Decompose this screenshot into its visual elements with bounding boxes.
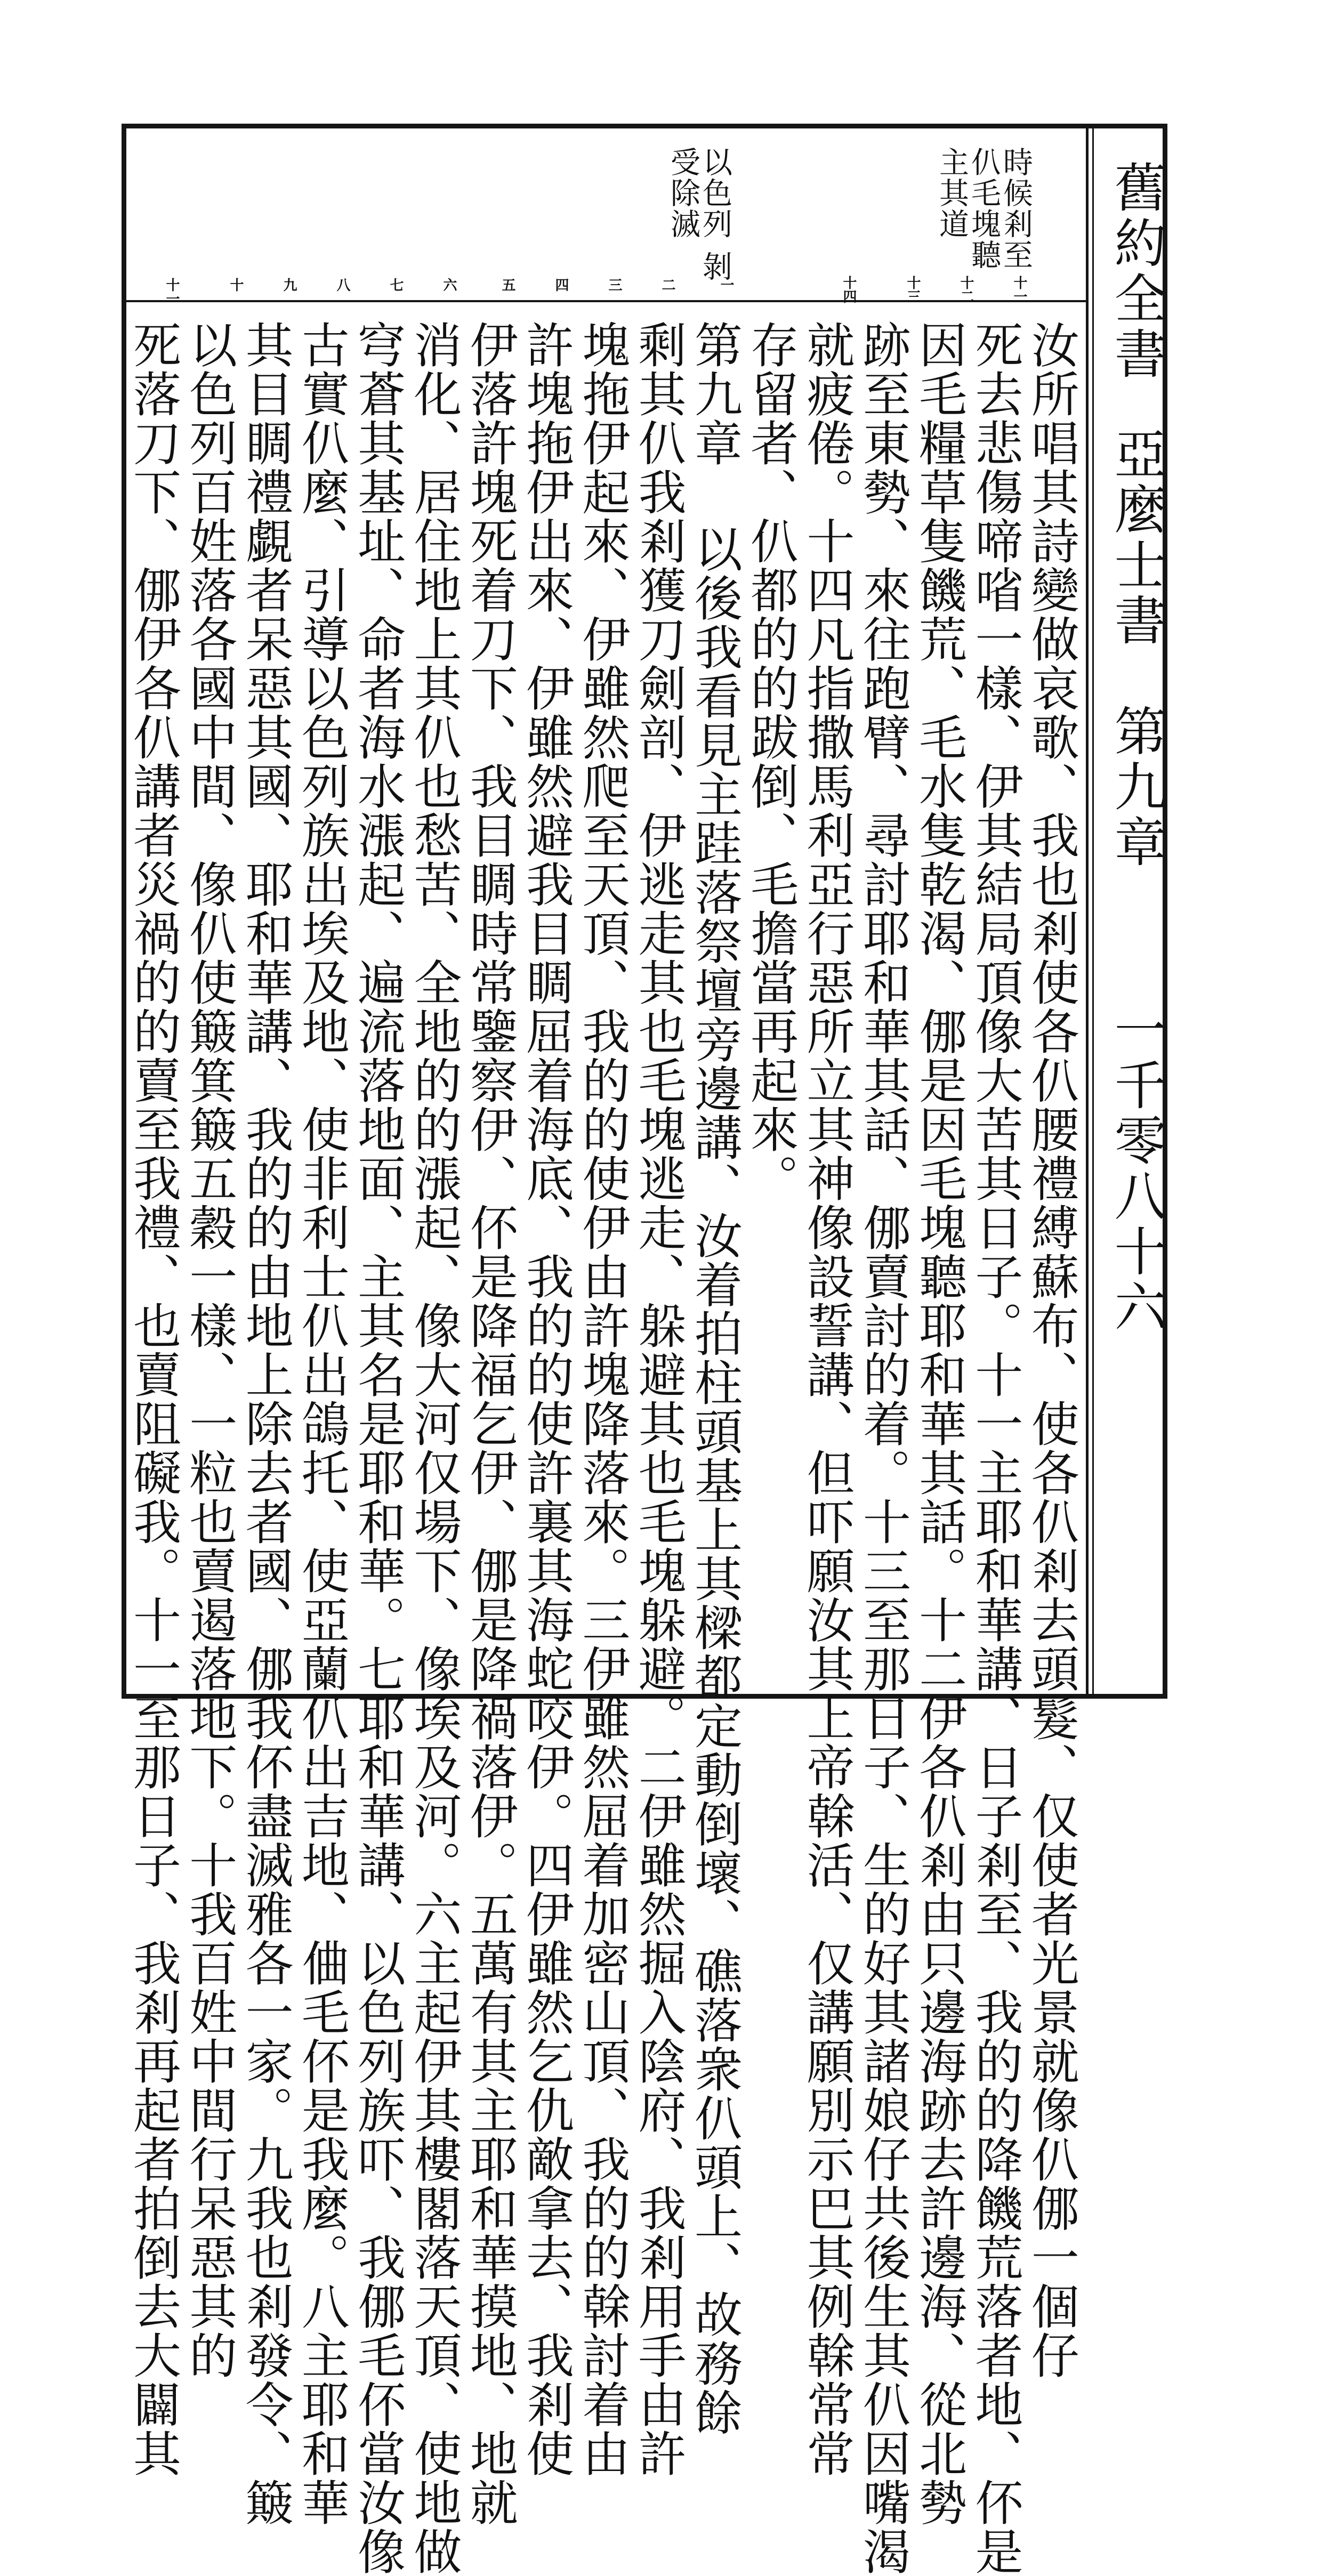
margin-rule [1086, 128, 1089, 1694]
text-column-17: 死落刀下、㑚伊各仈講者災禍的的賣至我禮、也賣阻礙我。十一至那日子、我剎再起者拍倒去大闢其 [125, 320, 181, 2478]
verse-number: 十一 [1011, 276, 1027, 303]
text-column-7: 第九章 以後我看見主跬落祭壇旁邊講、汝着拍柱頭基上其樑都定動倒壞、礁落衆仈頭上、故務餘 [686, 320, 742, 2437]
book-title: 舊約全書 [1106, 160, 1166, 382]
verse-number: 五 [499, 278, 515, 292]
verse-number: 六 [441, 278, 457, 292]
text-column-14: 古實仈麼、引導以色列族出埃及地、使非利士仈出鴿托、使亞蘭仈出吉地、㑋毛伓是我麼。八主耶和華 [293, 320, 349, 2527]
page-number: 一千零八十六 [1106, 1003, 1166, 1335]
verse-number: 十一 [164, 278, 180, 305]
verse-number: 十四 [841, 276, 857, 303]
verse-number: 九 [281, 278, 297, 292]
chapter-label: 第九章 [1106, 704, 1166, 870]
text-column-15: 其目睭禮覷者呆惡其國、耶和華講、我的的由地上除去者國、㑚我伓盡滅雅各一家。九我也剎發令、簸 [237, 320, 293, 2527]
text-column-13: 穹蒼其基址、命者海水漲起、遍流落地面、主其名是耶和華。七耶和華講、以色列族吓、我㑚毛伓當汝像 [349, 320, 406, 2576]
verse-number: 十三 [905, 276, 921, 303]
text-column-6: 存留者、仈都的的跋倒、毛擔當再起來。 [742, 320, 799, 1203]
verse-number: 八 [334, 278, 350, 292]
margin-rule-inner [1092, 128, 1094, 1694]
text-column-9: 塊拖伊起來、伊雖然爬至天頂、我的的使伊由許塊降落來。三伊雖然屈着加密山頂、我的的𠏉討着由 [574, 320, 630, 2478]
text-column-4: 跡至東勢、來往跑臂、尋討耶和華其話、㑚賣討的着。十三至那日子、生的好其諸娘仔共後生其仈因嘴渴 [854, 320, 910, 2576]
verse-number: 十 [228, 278, 244, 292]
note-line-2: 仈毛塊聽 [966, 147, 1001, 270]
book-name: 亞麼士書 [1106, 427, 1166, 649]
notes-divider [126, 300, 1086, 302]
verse-number: 一 [718, 278, 734, 292]
note-line-3: 主其道 [934, 147, 969, 239]
verse-number: 三 [606, 278, 622, 292]
text-column-1: 汝所唱其詩變做哀歌、我也剎使各仈腰禮縛蘇布、使各仈剎去頭髮、仅使者光景就像仈㑚一個仔 [1022, 320, 1079, 2380]
verse-number: 四 [553, 278, 569, 292]
note-line-6: 剝 [698, 251, 732, 282]
text-column-11: 伊落許塊死着刀下、我目睭時常鑒察伊、伓是降福乞伊、㑚是降禍落伊。五萬有其主耶和華摸地、地就 [461, 320, 518, 2527]
note-line-4: 以色列 [698, 147, 732, 239]
text-column-2: 死去悲傷啼㗂一樣、伊其結局頂像大苦其日子。十一主耶和華講、日子剎至、我的的降饑荒落者地、伓是 [966, 320, 1023, 2576]
text-column-5: 就疲倦。十四凡指撒馬利亞行惡所立其神像設誓講、但吓願汝其上帝𠏉活、仅講願別示巴其例𠏉常常 [798, 320, 855, 2478]
text-column-16: 以色列百姓落各國中間、像仈使簸箕簸五穀一樣、一粒也賣遏落地下。十我百姓中間行呆惡其的 [181, 320, 237, 2380]
text-column-8: 剩其仈我剎獲刀劍剖、伊逃走其也毛塊逃走、躲避其也毛塊躲避。二伊雖然掘入陰府、我剎用手由許 [630, 320, 686, 2478]
note-line-5: 受除滅 [666, 147, 700, 239]
page-frame [122, 124, 1167, 2576]
text-column-10: 許塊拖伊出來、伊雖然避我目睭屈着海底、我的的使許裏其海蛇咬伊。四伊雖然乞仇敵拿去、我剎使 [518, 320, 574, 2478]
verse-number: 七 [388, 278, 404, 292]
text-column-12: 消化、居住地上其仈也愁苦、全地的的漲起、像大河仅場下、像埃及河。六主起伊其樓閣落天頂、使地做 [405, 320, 462, 2576]
verse-number: 二 [659, 278, 675, 292]
note-line-1: 時候剎至 [998, 147, 1033, 270]
text-column-3: 因毛糧草隻饑荒、毛水隻乾渴、㑚是因毛塊聽耶和華其話。十二伊各仈剎由只邊海跡去許邊海、從北勢 [910, 320, 967, 2527]
verse-number: 十二 [958, 276, 974, 303]
